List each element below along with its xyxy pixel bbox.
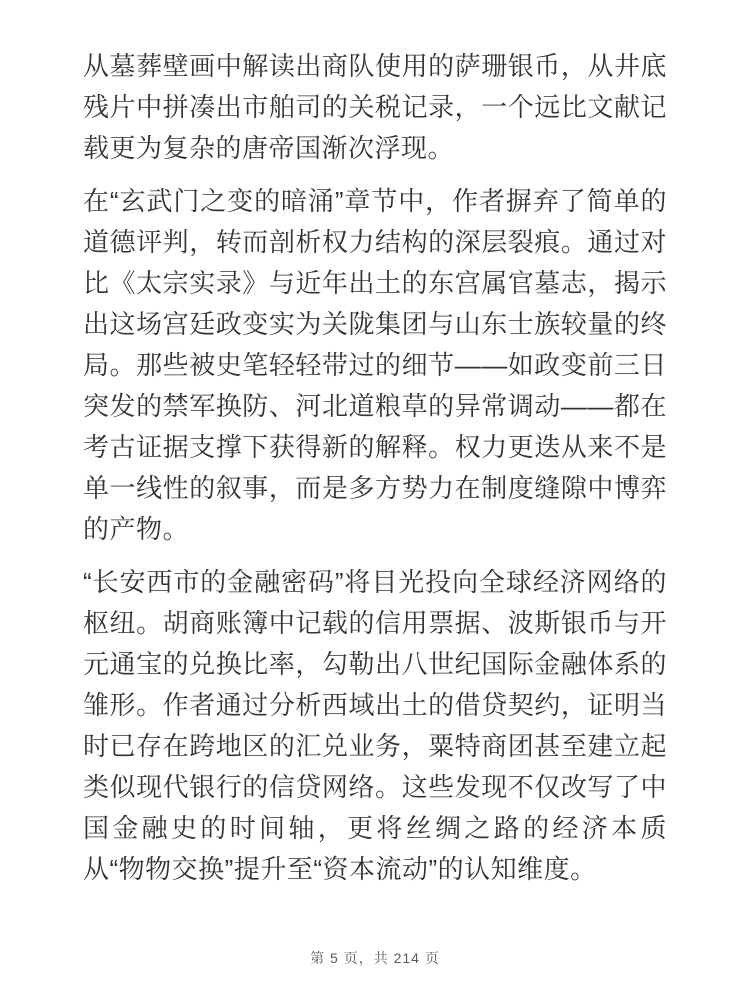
page-footer bbox=[0, 948, 750, 968]
page-indicator: 第 5 页，共 214 页 bbox=[310, 950, 440, 966]
paragraph-3: “长安西市的金融密码”将目光投向全球经济网络的枢纽。胡商账簿中记载的信用票据、波斯银币与开元通宝的兑换比率，勾勒出八世纪国际金融体系的雏形。作者通过分析西域出土的借贷契约，证明当时已存在跨地区的汇兑业务，粟特商团甚至建立起类似现代银行的信贷网络。这些发现不仅改写了中国金融史的时间轴，更将丝绸之路的经济本质从“物物交换”提升至“资本流动”的认知维度。 bbox=[83, 567, 667, 884]
paragraph-2: 在“玄武门之变的暗涌”章节中，作者摒弃了简单的道德评判，转而剖析权力结构的深层裂痕。通过对比《太宗实录》与近年出土的东宫属官墓志，揭示出这场宫廷政变实为关陇集团与山东士族较量的终局。那些被史笔轻轻带过的细节——如政变前三日突发的禁军换防、河北道粮草的异常调动——都在考古证据支撑下获得新的解释。权力更迭从来不是单一线性的叙事，而是多方势力在制度缝隙中博弈的产物。 bbox=[83, 186, 667, 544]
paragraph-1: 从墓葬壁画中解读出商队使用的萨珊银币，从井底残片中拼凑出市舶司的关税记录，一个远比文献记载更为复杂的唐帝国渐次浮现。 bbox=[83, 51, 667, 163]
page-content bbox=[83, 46, 667, 902]
